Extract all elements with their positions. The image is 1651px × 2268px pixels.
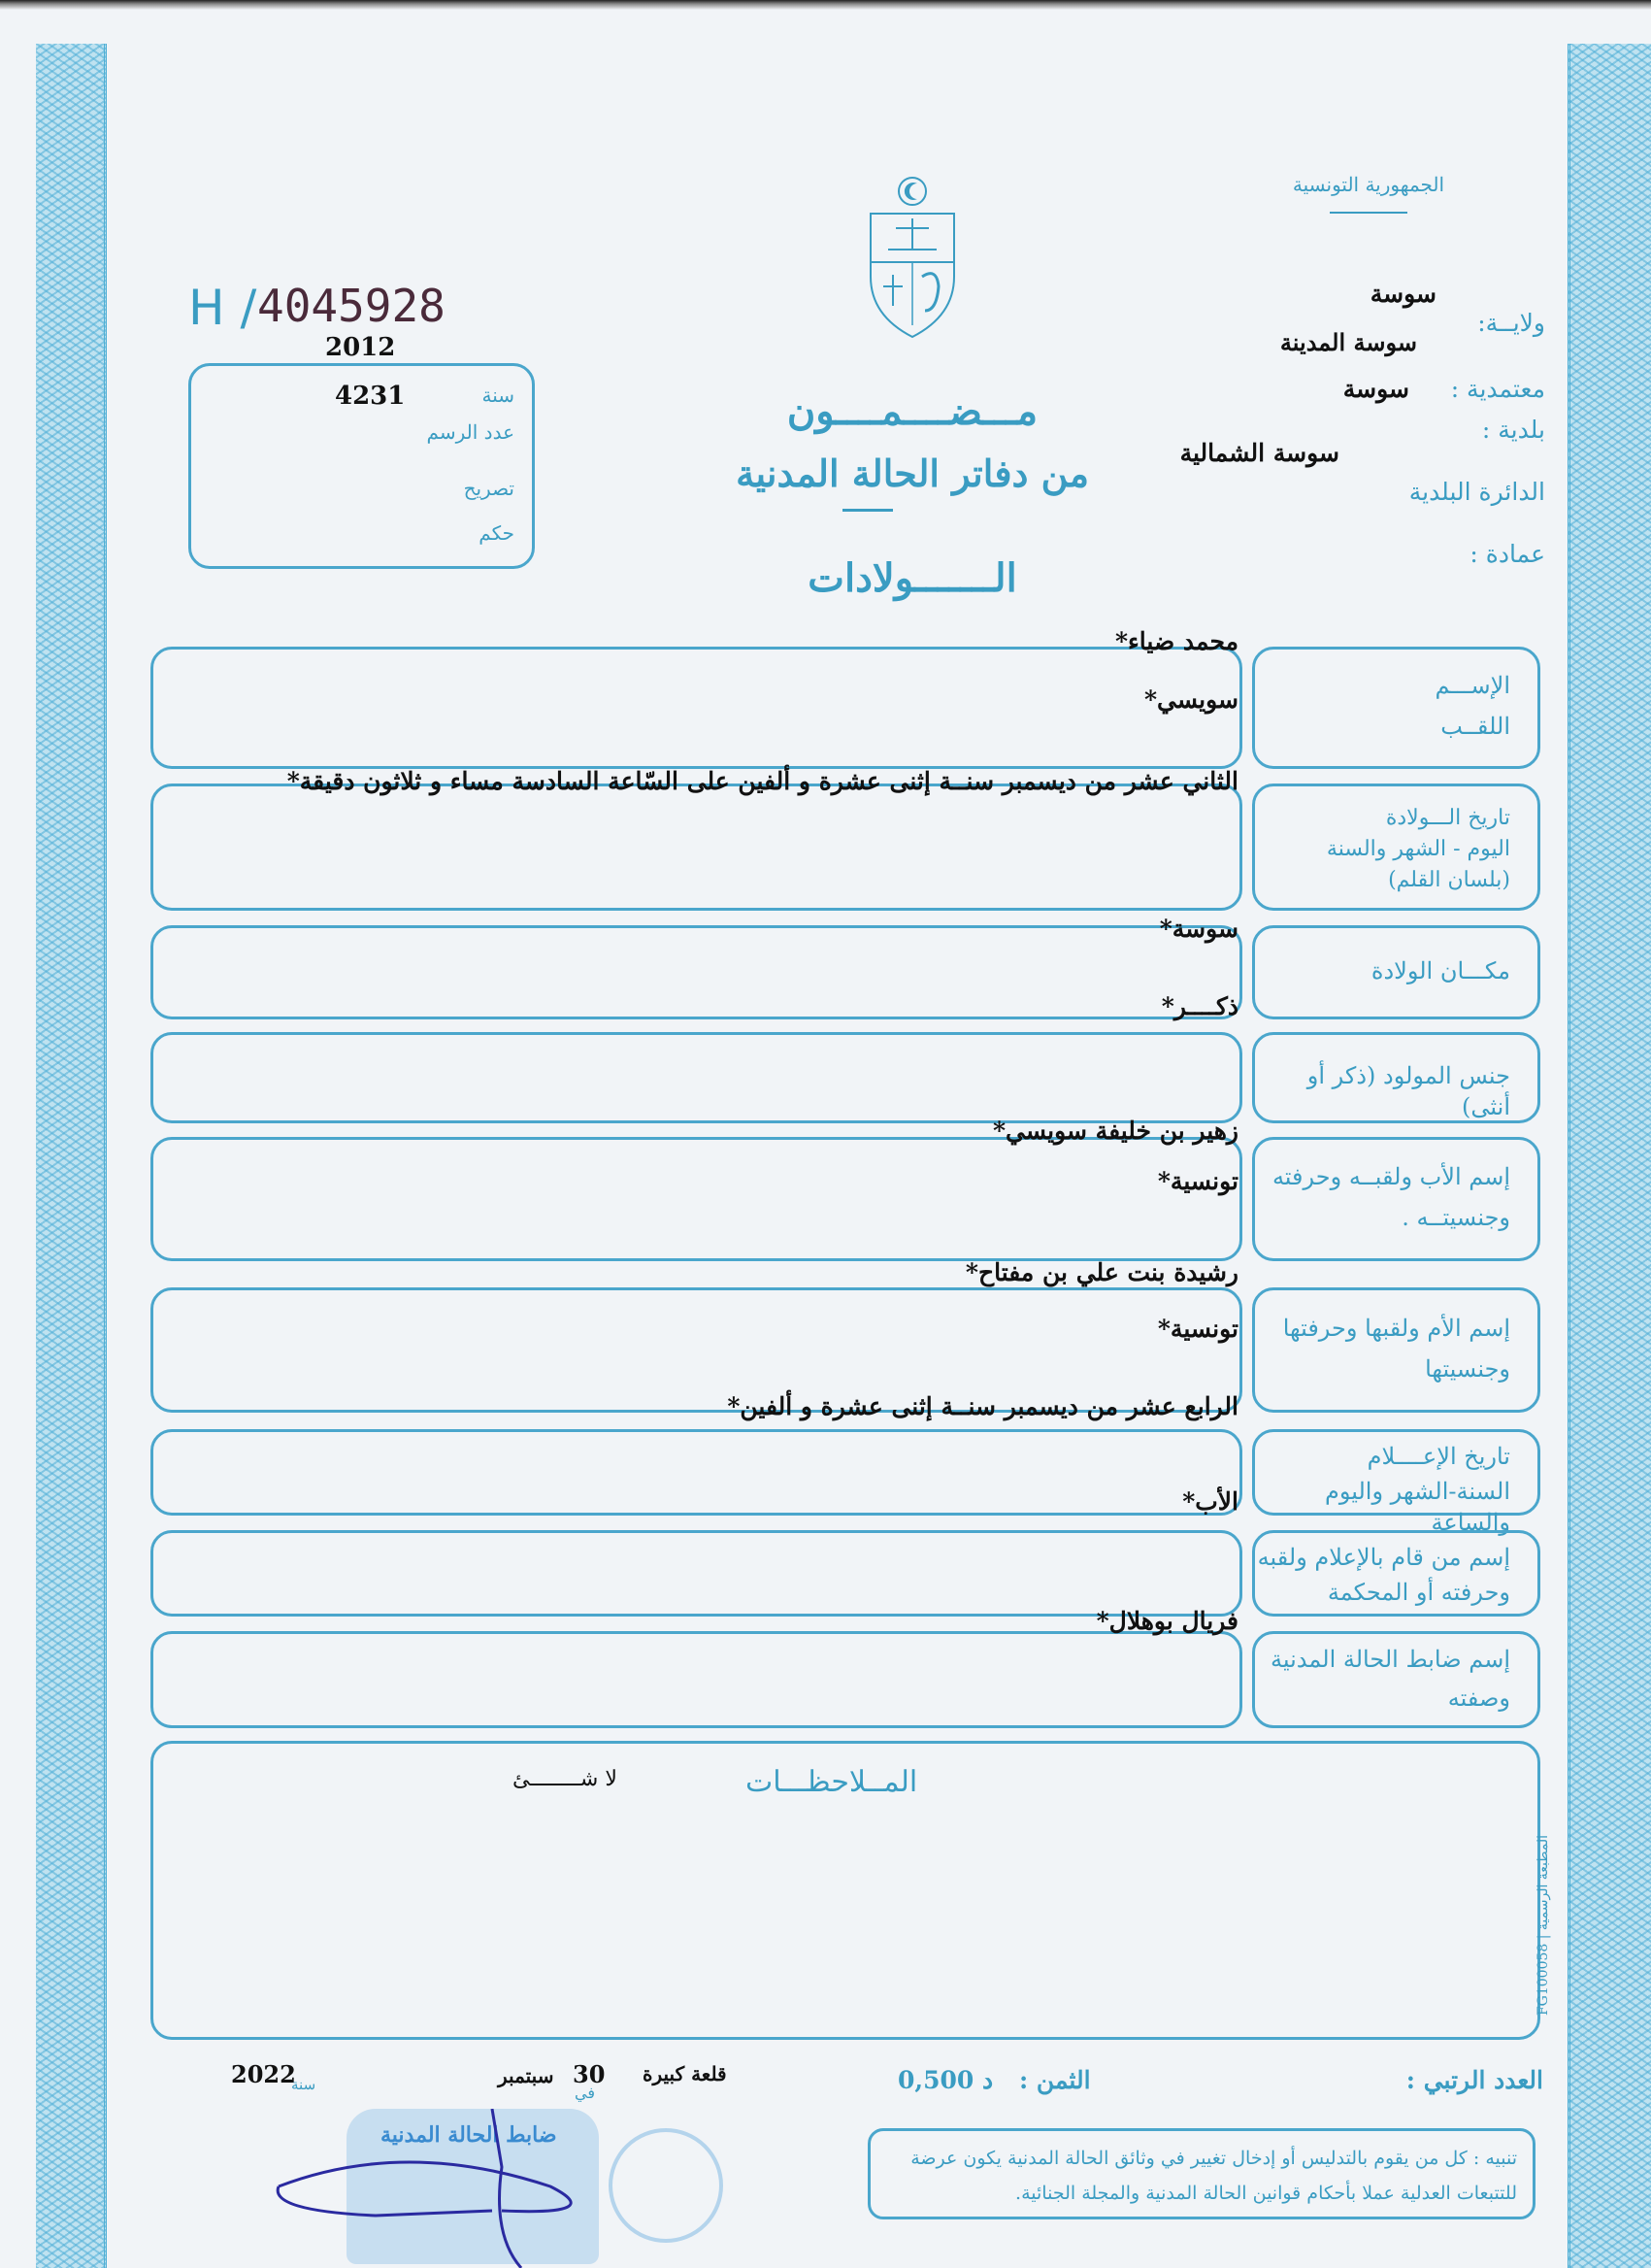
label-cell: [1252, 1530, 1540, 1617]
district-label: الدائرة البلدية: [1408, 478, 1545, 506]
sector-label: عمادة :: [1469, 540, 1545, 568]
section-title: الـــــــولادات: [808, 555, 1017, 601]
governorate-value: سوسة: [1370, 280, 1436, 308]
field-label: وجنسيتــه .: [1402, 1204, 1510, 1231]
field-value: تونسية*: [1157, 1167, 1238, 1195]
remarks-value: لا شــــــــئ: [512, 1767, 617, 1791]
field-value: سويسي*: [1143, 685, 1238, 714]
value-cell: [150, 1429, 1242, 1516]
field-label: اليوم - الشهر والسنة: [1326, 836, 1510, 861]
label-cell: [1252, 1287, 1540, 1413]
legal-notice-box: [868, 2128, 1535, 2219]
label-cell: [1252, 784, 1540, 911]
act-number-label: عدد الرسم: [426, 420, 514, 444]
field-value: الثاني عشر من ديسمبر سنــة إثنى عشرة و ألفين على السّاعة السادسة مساء و ثلاثون دقيقة*: [286, 767, 1238, 795]
stamp-text: ضابط الحالة المدنية: [380, 2122, 557, 2148]
subtitle-underline: [842, 509, 893, 512]
field-label: جنس المولود (ذكر أو أنثى): [1306, 1062, 1510, 1121]
registry-box: [188, 363, 535, 569]
field-label: وصفته: [1447, 1684, 1510, 1712]
year-label: سنة: [481, 384, 514, 407]
value-cell: [150, 1137, 1242, 1261]
act-number: 4231: [335, 382, 406, 411]
field-label: إسم الأب ولقبــه وحرفته: [1271, 1163, 1510, 1190]
field-label: وجنسيتها: [1425, 1354, 1510, 1383]
field-value: زهير بن خليفة سويسي*: [992, 1117, 1238, 1145]
field-label: وحرفته أو المحكمة: [1327, 1578, 1510, 1606]
date-prefix: في: [575, 2084, 595, 2102]
field-value: سوسة*: [1159, 915, 1238, 943]
signature: [259, 2109, 667, 2268]
label-cell: [1252, 925, 1540, 1019]
republic-header: الجمهورية التونسية: [1292, 173, 1445, 196]
serial-label: العدد الرتبي :: [1405, 2066, 1543, 2094]
field-value: رشيدة بنت علي بن مفتاح*: [965, 1258, 1238, 1286]
price-label: الثمن :: [1019, 2066, 1091, 2094]
issue-year: 2022: [231, 2060, 296, 2088]
value-cell: [150, 647, 1242, 769]
field-label: اللقــب: [1440, 713, 1510, 740]
field-label: السنة-الشهر واليوم والساعة: [1324, 1477, 1510, 1536]
field-label: إسم من قام بالإعلام ولقبه: [1257, 1543, 1510, 1571]
city-value: سوسة المدينة: [1279, 328, 1417, 356]
value-cell: [150, 1032, 1242, 1123]
remarks-label: المــلاحظـــات: [745, 1765, 918, 1799]
price-value: 0,500 د: [898, 2066, 994, 2094]
field-label: (بلسان القلم): [1388, 867, 1510, 892]
issue-day: 30: [573, 2060, 606, 2088]
printer-mark: المطبعة الرسمية | FG100058: [1535, 1834, 1551, 2017]
guilloche-border-right: [1568, 44, 1651, 2268]
official-stamp: [347, 2109, 725, 2268]
delegation-value: سوسة: [1342, 375, 1409, 403]
issue-month: سبتمبر: [498, 2064, 554, 2087]
label-cell: [1252, 1032, 1540, 1123]
delegation-label: معتمدية :: [1450, 375, 1545, 403]
field-value: فريال بوهلال*: [1096, 1607, 1238, 1635]
declaration-label: تصريح: [463, 477, 514, 500]
municipality-label: بلدية :: [1481, 416, 1545, 444]
legal-notice: تنبيه : كل من يقوم بالتدليس أو إدخال تغيير في وثائق الحالة المدنية يكون عرضة للتتبعات العدلية عملا بأحكام قوانين الحالة المدنية والمجلة الجنائية.: [910, 2148, 1517, 2204]
field-value: محمد ضياء*: [1114, 627, 1238, 655]
label-cell: [1252, 1631, 1540, 1728]
value-cell: [150, 1530, 1242, 1617]
field-label: تاريخ الإعــــلام: [1367, 1442, 1510, 1470]
document-title: مـــضــــمــــون: [786, 388, 1039, 434]
guilloche-border-left: [36, 44, 107, 2268]
governorate-label: ولايــة:: [1477, 309, 1545, 337]
serial-number: 4045928: [257, 280, 446, 332]
register-year: 2012: [325, 333, 396, 362]
value-cell: [150, 925, 1242, 1019]
remarks-box: [150, 1741, 1540, 2040]
field-value: الأب*: [1182, 1487, 1238, 1516]
value-cell: [150, 1631, 1242, 1728]
municipality-value: سوسة الشمالية: [1179, 439, 1339, 467]
label-cell: [1252, 647, 1540, 769]
label-cell: [1252, 1429, 1540, 1536]
field-label: إسم ضابط الحالة المدنية: [1271, 1646, 1510, 1673]
judgment-label: حكم: [479, 521, 514, 545]
field-value: تونسية*: [1157, 1315, 1238, 1343]
field-label: تاريخ الـــولادة: [1385, 805, 1510, 830]
field-label: مكـــان الولادة: [1370, 956, 1510, 984]
header-divider: [1330, 212, 1407, 214]
year-label: سنة: [291, 2076, 316, 2093]
issue-place: قلعة كبيرة: [643, 2062, 727, 2085]
field-label: الإســـم: [1435, 672, 1510, 699]
coat-of-arms-emblem: [859, 170, 966, 345]
label-cell: [1252, 1137, 1540, 1261]
document-subtitle: من دفاتر الحالة المدنية: [736, 451, 1089, 495]
field-label: إسم الأم ولقبها وحرفتها: [1282, 1314, 1510, 1342]
field-value: ذكــــر*: [1161, 992, 1238, 1020]
field-value: الرابع عشر من ديسمبر سنــة إثنى عشرة و ألفين*: [727, 1392, 1238, 1420]
serial-prefix: H /: [188, 280, 257, 336]
value-cell: [150, 784, 1242, 911]
scan-edge: [0, 0, 1651, 10]
